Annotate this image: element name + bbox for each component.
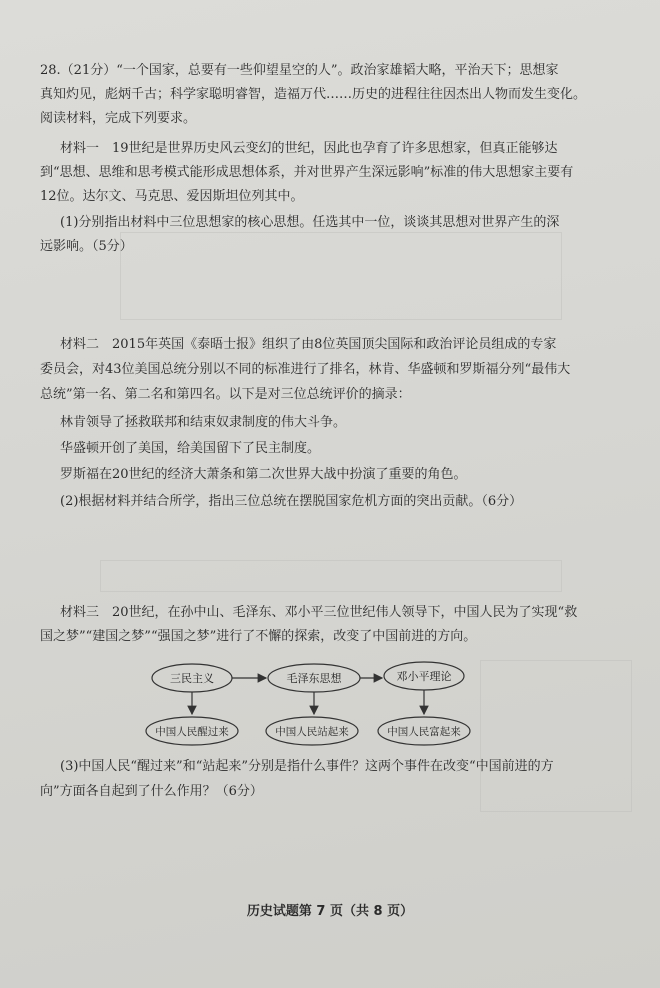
- diagram-node-bottom: 中国人民站起来: [275, 726, 349, 738]
- material-1-text: 到“思想、思维和思考模式能形成思想体系，并对世界产生深远影响”标准的伟大思想家主要有: [40, 165, 574, 180]
- question-28-intro: 真知灼见，彪炳千古；科学家聪明睿智，造福万代……历史的进程往往因杰出人物而发生变化。: [40, 87, 587, 102]
- president-evaluation: 华盛顿开创了美国，给美国留下了民主制度。: [60, 441, 321, 456]
- diagram-node-top: 毛泽东思想: [286, 672, 342, 685]
- diagram-node-bottom: 中国人民醒过来: [155, 726, 229, 738]
- material-3-text: 国之梦”“建国之梦”“强国之梦”进行了不懈的探索，改变了中国前进的方向。: [40, 629, 477, 644]
- question-3: 向”方面各自起到了什么作用？（6分）: [40, 784, 263, 799]
- question-2: (2)根据材料并结合所学，指出三位总统在摆脱国家危机方面的突出贡献。（6分）: [60, 494, 523, 509]
- diagram-node-top: 三民主义: [170, 672, 214, 685]
- material-2-text: 总统”第一名、第二名和第四名。以下是对三位总统评价的摘录：: [40, 387, 411, 402]
- question-28-intro: 28.（21分）“一个国家，总要有一些仰望星空的人”。政治家雄韬大略，平治天下；思想家: [40, 63, 559, 78]
- question-28-instruction: 阅读材料，完成下列要求。: [40, 111, 197, 126]
- president-evaluation: 罗斯福在20世纪的经济大萧条和第二次世界大战中扮演了重要的角色。: [60, 467, 467, 482]
- question-1: (1)分别指出材料中三位思想家的核心思想。任选其中一位，谈谈其思想对世界产生的深: [60, 215, 560, 230]
- page-footer: 历史试题第 7 页（共 8 页）: [246, 904, 414, 919]
- material-1-text: 12位。达尔文、马克思、爱因斯坦位列其中。: [40, 189, 304, 204]
- material-2-text: 材料二 2015年英国《泰晤士报》组织了由8位英国顶尖国际和政治评论员组成的专家: [60, 337, 557, 352]
- president-evaluation: 林肯领导了拯救联邦和结束奴隶制度的伟大斗争。: [60, 415, 347, 430]
- material-3-text: 材料三 20世纪，在孙中山、毛泽东、邓小平三位世纪伟人领导下，中国人民为了实现“救: [60, 605, 578, 620]
- question-1: 远影响。（5分）: [40, 239, 133, 254]
- question-3: (3)中国人民“醒过来”和“站起来”分别是指什么事件？这两个事件在改变“中国前进的方: [60, 759, 554, 774]
- material-2-text: 委员会，对43位美国总统分别以不同的标准进行了排名，林肯、华盛顿和罗斯福分列“最伟大: [40, 362, 571, 377]
- material-1-text: 材料一 19世纪是世界历史风云变幻的世纪，因此也孕育了许多思想家，但真正能够达: [60, 141, 558, 156]
- diagram-node-bottom: 中国人民富起来: [387, 726, 461, 738]
- diagram-node-top: 邓小平理论: [396, 670, 452, 683]
